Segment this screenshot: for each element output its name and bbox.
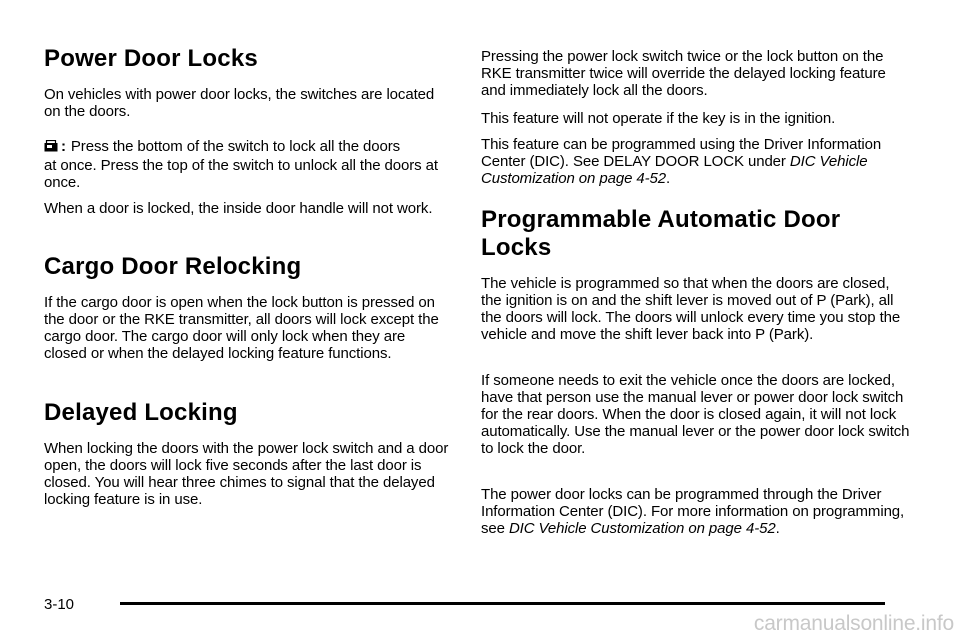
dic-customization-reference-2[interactable]: DIC Vehicle Customization on page 4-52 <box>508 520 776 537</box>
lock-switch-instruction-line <box>44 138 449 155</box>
override-delayed-locking-text: Pressing the power lock switch twice or the lock button on the RKE transmitter twice will override the delayed locking feature and immediately lock all the doors. <box>481 48 886 99</box>
exit-vehicle-text: If someone needs to exit the vehicle once the doors are locked, have that person use the manual lever or power door lock switch for the rear doors. When the door is closed again, it will not lock automatically. Use the manual lever or the power door lock switch to lock the door. <box>481 372 910 457</box>
inside-handle-note: When a door is locked, the inside door handle will not work. <box>44 200 433 217</box>
heading-cargo-door-relocking: Cargo Door Relocking <box>44 253 302 280</box>
delayed-locking-text: When locking the doors with the power lock switch and a door open, the doors will lock five seconds after the last door is closed. You will hear three chimes to signal that the delayed locking feature is in use. <box>44 440 449 508</box>
footer-rule <box>120 602 885 605</box>
lock-switch-instruction-rest: at once. Press the top of the switch to unlock all the doors at once. <box>44 157 438 191</box>
programming-info-text <box>481 486 911 537</box>
dic-programming-note <box>481 136 911 187</box>
programmable-locks-text: The vehicle is programmed so that when the doors are closed, the ignition is on and the shift lever is moved out of P (Park), all the doors will lock. The doors will unlock every time you stop the vehicle and move the shift lever back into P (Park). <box>481 275 901 343</box>
door-lock-icon <box>44 139 58 151</box>
period-2: . <box>775 520 780 537</box>
heading-power-door-locks: Power Door Locks <box>44 45 258 72</box>
page-number: 3-10 <box>44 596 75 613</box>
power-door-locks-intro: On vehicles with power door locks, the switches are located on the doors. <box>44 86 435 120</box>
dic-customization-reference[interactable]: DIC Vehicle Customization on page 4-52 <box>481 153 868 187</box>
cargo-door-relocking-text: If the cargo door is open when the lock button is pressed on the door or the RKE transmitter, all doors will lock except the cargo door. The cargo door will only lock when they are closed or when the delayed locking feature functions. <box>44 294 439 362</box>
watermark: carmanualsonline.info <box>753 612 954 635</box>
lock-switch-instruction-text: Press the bottom of the switch to lock all the doors <box>70 138 401 155</box>
programming-info-body: The power door locks can be programmed through the Driver Information Center (DIC). For more information on programming, see <box>481 486 905 537</box>
ignition-key-note: This feature will not operate if the key is in the ignition. <box>481 110 836 127</box>
icon-colon: : <box>61 138 66 155</box>
dic-programming-text: This feature can be programmed using the Driver Information Center (DIC). See DELAY DOOR LOCK under <box>481 136 882 170</box>
heading-delayed-locking: Delayed Locking <box>44 399 238 426</box>
heading-programmable-line2: Locks <box>481 234 552 261</box>
period: . <box>666 170 671 187</box>
heading-programmable-line1: Programmable Automatic Door <box>481 206 841 233</box>
